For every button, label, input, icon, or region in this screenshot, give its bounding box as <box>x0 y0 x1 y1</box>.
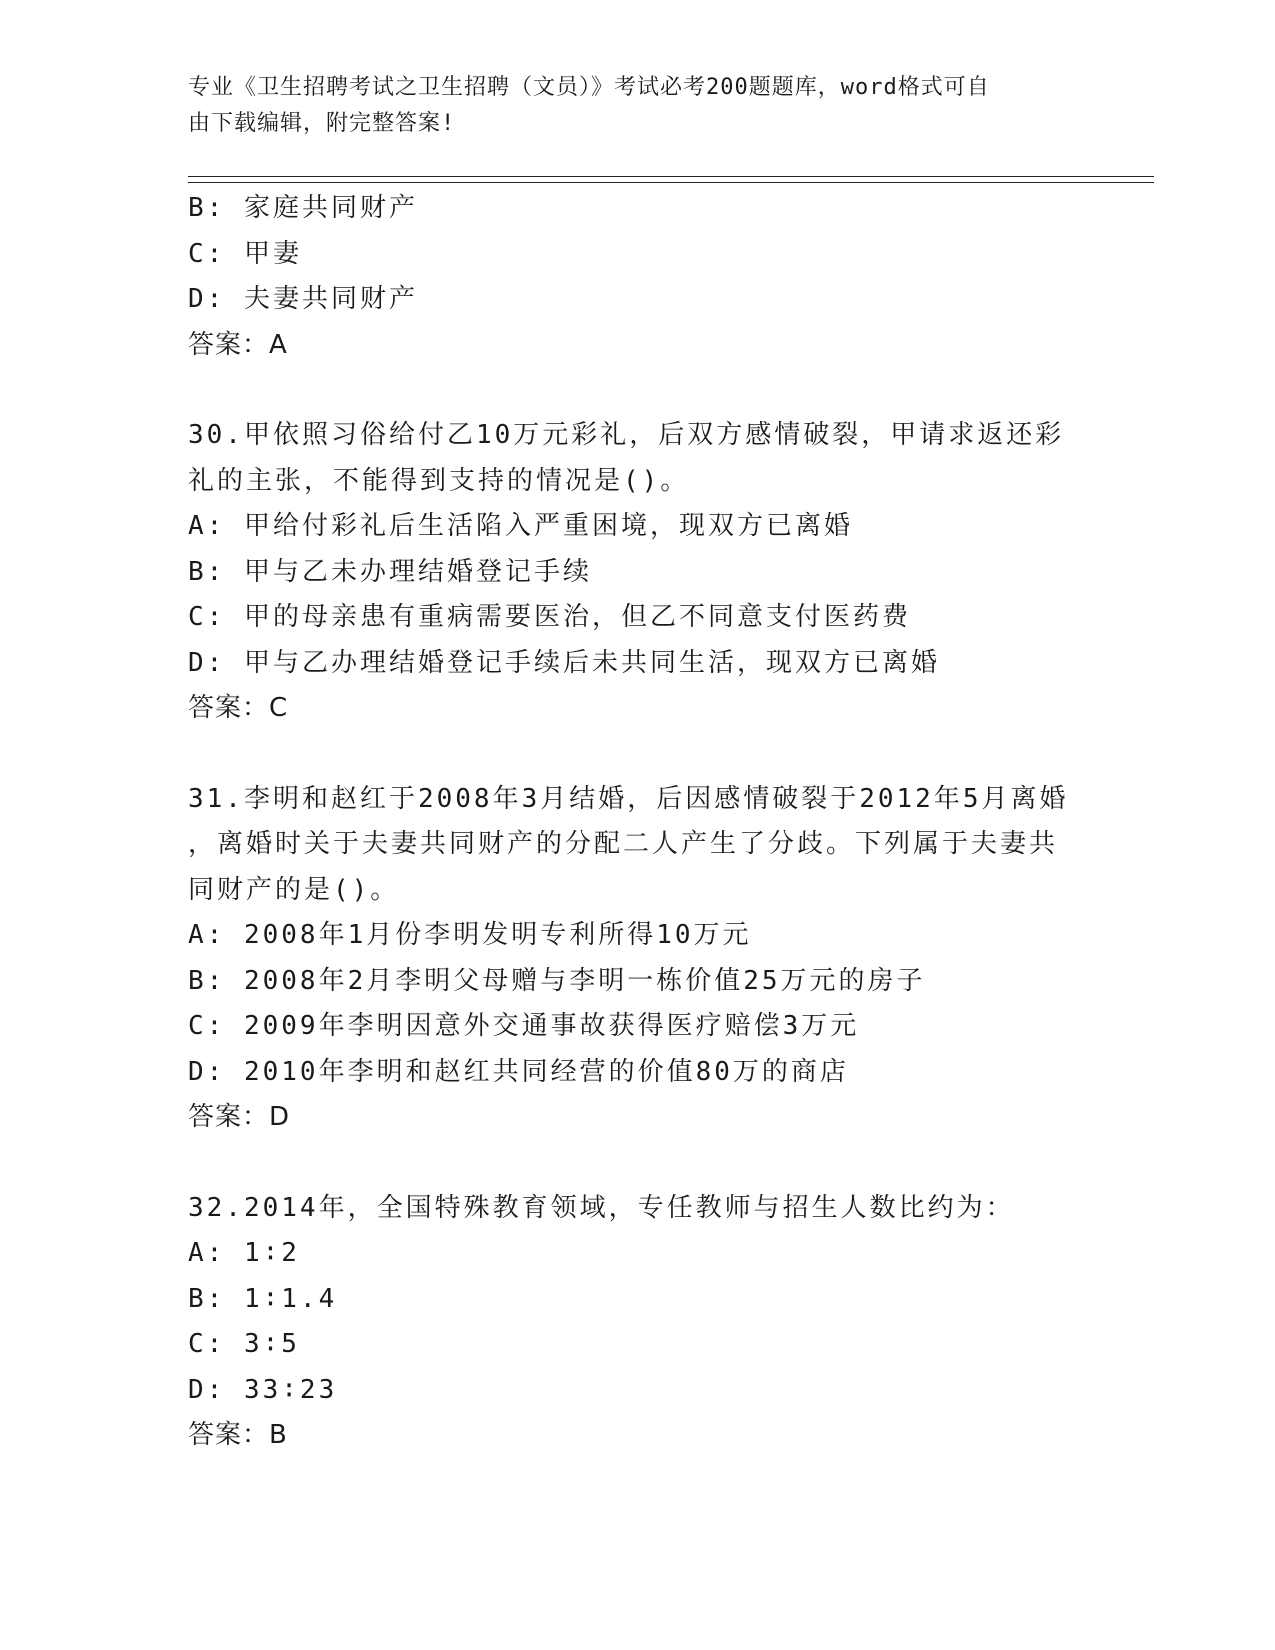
option-b: B: 甲与乙未办理结婚登记手续 <box>188 556 592 587</box>
question-stem: 31.李明和赵红于2008年3月结婚，后因感情破裂于2012年5月离婚 <box>188 783 1069 814</box>
header-line-2: 由下载编辑，附完整答案! <box>188 111 456 136</box>
option-c: C: 甲的母亲患有重病需要医治，但乙不同意支付医药费 <box>188 602 911 632</box>
question-stem: 32.2014年，全国特殊教育领域，专任教师与招生人数比约为： <box>188 1192 1015 1223</box>
document-body <box>188 186 1088 1459</box>
option-b: B: 1∶1.4 <box>188 1283 338 1314</box>
question-30 <box>188 413 1088 732</box>
option-a: A: 甲给付彩礼后生活陷入严重困境，现双方已离婚 <box>188 511 853 541</box>
question-stem: 同财产的是()。 <box>188 874 400 905</box>
answer-line: 答案：D <box>188 1102 291 1132</box>
answer-line: 答案：C <box>188 693 289 723</box>
option-a: A: 2008年1月份李明发明专利所得10万元 <box>188 920 752 950</box>
option-d: D: 2010年李明和赵红共同经营的价值80万的商店 <box>188 1056 849 1087</box>
answer-line: 答案：B <box>188 1420 288 1450</box>
document-header <box>188 70 1088 142</box>
question-31 <box>188 777 1088 1141</box>
option-c: C: 2009年李明因意外交通事故获得医疗赔偿3万元 <box>188 1011 860 1041</box>
answer-line: 答案：A <box>188 329 288 360</box>
header-line-1: 专业《卫生招聘考试之卫生招聘（文员）》考试必考200题题库，word格式可自 <box>188 75 990 100</box>
question-continued <box>188 186 1088 368</box>
question-32 <box>188 1186 1088 1459</box>
option-d: D: 甲与乙办理结婚登记手续后未共同生活，现双方已离婚 <box>188 647 940 678</box>
option-b: B: 2008年2月李明父母赠与李明一栋价值25万元的房子 <box>188 965 926 996</box>
option-d: D: 33∶23 <box>188 1374 338 1405</box>
question-stem: 礼的主张，不能得到支持的情况是()。 <box>188 465 690 496</box>
question-stem: ，离婚时关于夫妻共同财产的分配二人产生了分歧。下列属于夫妻共 <box>188 829 1059 859</box>
option-d: D: 夫妻共同财产 <box>188 284 418 314</box>
header-double-rule <box>188 176 1154 183</box>
question-stem: 30.甲依照习俗给付乙10万元彩礼，后双方感情破裂，甲请求返还彩 <box>188 420 1065 450</box>
option-a: A: 1∶2 <box>188 1238 300 1268</box>
option-c: C: 甲妻 <box>188 238 302 269</box>
option-b: B: 家庭共同财产 <box>188 193 418 223</box>
option-c: C: 3∶5 <box>188 1329 300 1359</box>
